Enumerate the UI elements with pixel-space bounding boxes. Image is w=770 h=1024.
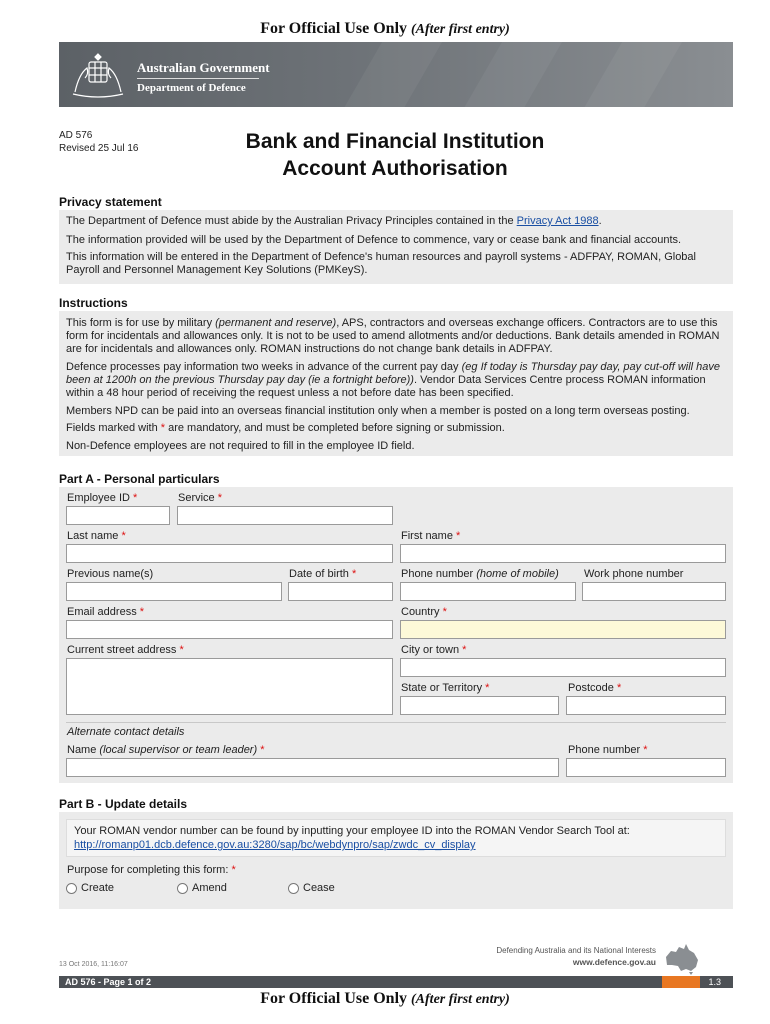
service-field[interactable] xyxy=(177,506,393,525)
alternate-contact-divider xyxy=(66,722,726,723)
footer-page-number: AD 576 - Page 1 of 2 xyxy=(65,977,152,987)
privacy-heading: Privacy statement xyxy=(59,195,162,209)
last-name-label: Last name * xyxy=(67,530,126,542)
alternate-contact-heading: Alternate contact details xyxy=(67,726,185,738)
official-use-text: For Official Use Only xyxy=(260,20,408,37)
dob-label: Date of birth * xyxy=(289,568,357,580)
instructions-paragraph-2: Defence processes pay information two weeks in advance of the current pay day (eg If today is Thursday pay day, pay cut-off will have been at 1200h on the previous Thursday pay day (ie a fortnight before)). Vendor Data Services Centre process ROMAN information within a 48 hour period of receiving the request unless a not before date has been specified. xyxy=(66,361,721,399)
form-title-line2: Account Authorisation xyxy=(282,157,508,180)
footer-tagline: Defending Australia and its National Interests xyxy=(496,946,656,955)
last-name-field[interactable] xyxy=(66,544,393,563)
work-phone-field[interactable] xyxy=(582,582,726,601)
phone-label: Phone number (home of mobile) xyxy=(401,568,559,580)
australia-map-icon xyxy=(662,941,702,975)
previous-names-field[interactable] xyxy=(66,582,282,601)
roman-vendor-search-link[interactable]: http://romanp01.dcb.defence.gov.au:3280/sap/bc/webdynpro/sap/zwdc_cv_display xyxy=(74,839,476,851)
street-address-field[interactable] xyxy=(66,658,393,715)
country-label: Country * xyxy=(401,606,447,618)
employee-id-label: Employee ID * xyxy=(67,492,138,504)
city-label: City or town * xyxy=(401,644,467,656)
footer-website: www.defence.gov.au xyxy=(572,957,656,967)
city-field[interactable] xyxy=(400,658,726,677)
form-number: AD 576 xyxy=(59,130,93,141)
state-label: State or Territory * xyxy=(401,682,490,694)
coat-of-arms-icon xyxy=(67,48,129,100)
official-use-footer-subtext: (After first entry) xyxy=(411,992,510,1007)
footer-bar xyxy=(59,976,733,988)
instructions-heading: Instructions xyxy=(59,296,128,310)
alternate-phone-field[interactable] xyxy=(566,758,726,777)
footer-timestamp: 13 Oct 2016, 11:16:07 xyxy=(59,961,128,968)
radio-create-label: Create xyxy=(81,882,115,894)
phone-field[interactable] xyxy=(400,582,576,601)
alternate-phone-label: Phone number * xyxy=(568,744,648,756)
official-use-footer-text: For Official Use Only xyxy=(260,990,408,1007)
footer-version: 1.3 xyxy=(708,977,721,987)
instructions-paragraph-3: Members NPD can be paid into an overseas financial institution only when a member is posted on a long term overseas posting. xyxy=(66,405,690,417)
service-label: Service * xyxy=(178,492,223,504)
street-address-label: Current street address * xyxy=(67,644,184,656)
radio-amend-circle[interactable] xyxy=(177,883,188,894)
email-field[interactable] xyxy=(66,620,393,639)
official-use-subtext: (After first entry) xyxy=(411,22,510,37)
radio-cease-label: Cease xyxy=(303,882,335,894)
instructions-paragraph-5: Non-Defence employees are not required to fill in the employee ID field. xyxy=(66,440,415,452)
privacy-act-link[interactable]: Privacy Act 1988 xyxy=(516,215,599,227)
postcode-field[interactable] xyxy=(566,696,726,715)
postcode-label: Postcode * xyxy=(568,682,622,694)
radio-cease[interactable] xyxy=(288,882,335,894)
form-title xyxy=(200,128,590,182)
radio-cease-circle[interactable] xyxy=(288,883,299,894)
footer-accent xyxy=(662,976,700,988)
purpose-label: Purpose for completing this form: * xyxy=(67,864,236,876)
privacy-paragraph-1: The Department of Defence must abide by the Australian Privacy Principles contained in the Privacy Act 1988. xyxy=(66,215,602,227)
roman-info-text: Your ROMAN vendor number can be found by inputting your employee ID into the ROMAN Vendor Search Tool at: xyxy=(74,825,630,837)
official-use-footer xyxy=(0,990,770,1008)
instructions-paragraph-4: Fields marked with * are mandatory, and must be completed before signing or submission. xyxy=(66,422,505,434)
part-b-heading: Part B - Update details xyxy=(59,797,188,811)
alternate-name-label: Name (local supervisor or team leader) * xyxy=(67,744,265,756)
form-revision: Revised 25 Jul 16 xyxy=(59,143,139,154)
alternate-name-field[interactable] xyxy=(66,758,559,777)
form-title-line1: Bank and Financial Institution xyxy=(245,130,545,153)
instructions-paragraph-1: This form is for use by military (permanent and reserve), APS, contractors and overseas exchange officers. Contractors are to use this form for incidentals and allowances only. It is not to be used to amend allotments and/or deductions. Bank details amended in ROMAN are for incidentals and allowances only. ROMAN instructions do not change bank details in ADFPAY. xyxy=(66,317,720,355)
email-label: Email address * xyxy=(67,606,145,618)
radio-create[interactable] xyxy=(66,882,114,894)
work-phone-label: Work phone number xyxy=(584,568,684,580)
employee-id-field[interactable] xyxy=(66,506,170,525)
previous-names-label: Previous name(s) xyxy=(67,568,154,580)
dob-field[interactable] xyxy=(288,582,393,601)
form-number-block xyxy=(59,129,139,155)
state-field[interactable] xyxy=(400,696,559,715)
privacy-paragraph-3: This information will be entered in the Department of Defence's human resources and payroll systems - ADFPAY, ROMAN, Global Payroll and Personnel Management Key Solutions (PMKeyS). xyxy=(66,251,696,276)
roman-link-line xyxy=(74,839,719,852)
radio-amend[interactable] xyxy=(177,882,227,894)
department-title: Department of Defence xyxy=(137,82,246,94)
part-a-heading: Part A - Personal particulars xyxy=(59,472,220,486)
country-field[interactable] xyxy=(400,620,726,639)
official-use-header xyxy=(0,20,770,38)
radio-amend-label: Amend xyxy=(192,882,227,894)
government-title: Australian Government xyxy=(137,60,270,75)
radio-create-circle[interactable] xyxy=(66,883,77,894)
first-name-label: First name * xyxy=(401,530,461,542)
privacy-paragraph-2: The information provided will be used by the Department of Defence to commence, vary or cease bank and financial accounts. xyxy=(66,234,682,246)
first-name-field[interactable] xyxy=(400,544,726,563)
government-banner xyxy=(59,42,733,107)
